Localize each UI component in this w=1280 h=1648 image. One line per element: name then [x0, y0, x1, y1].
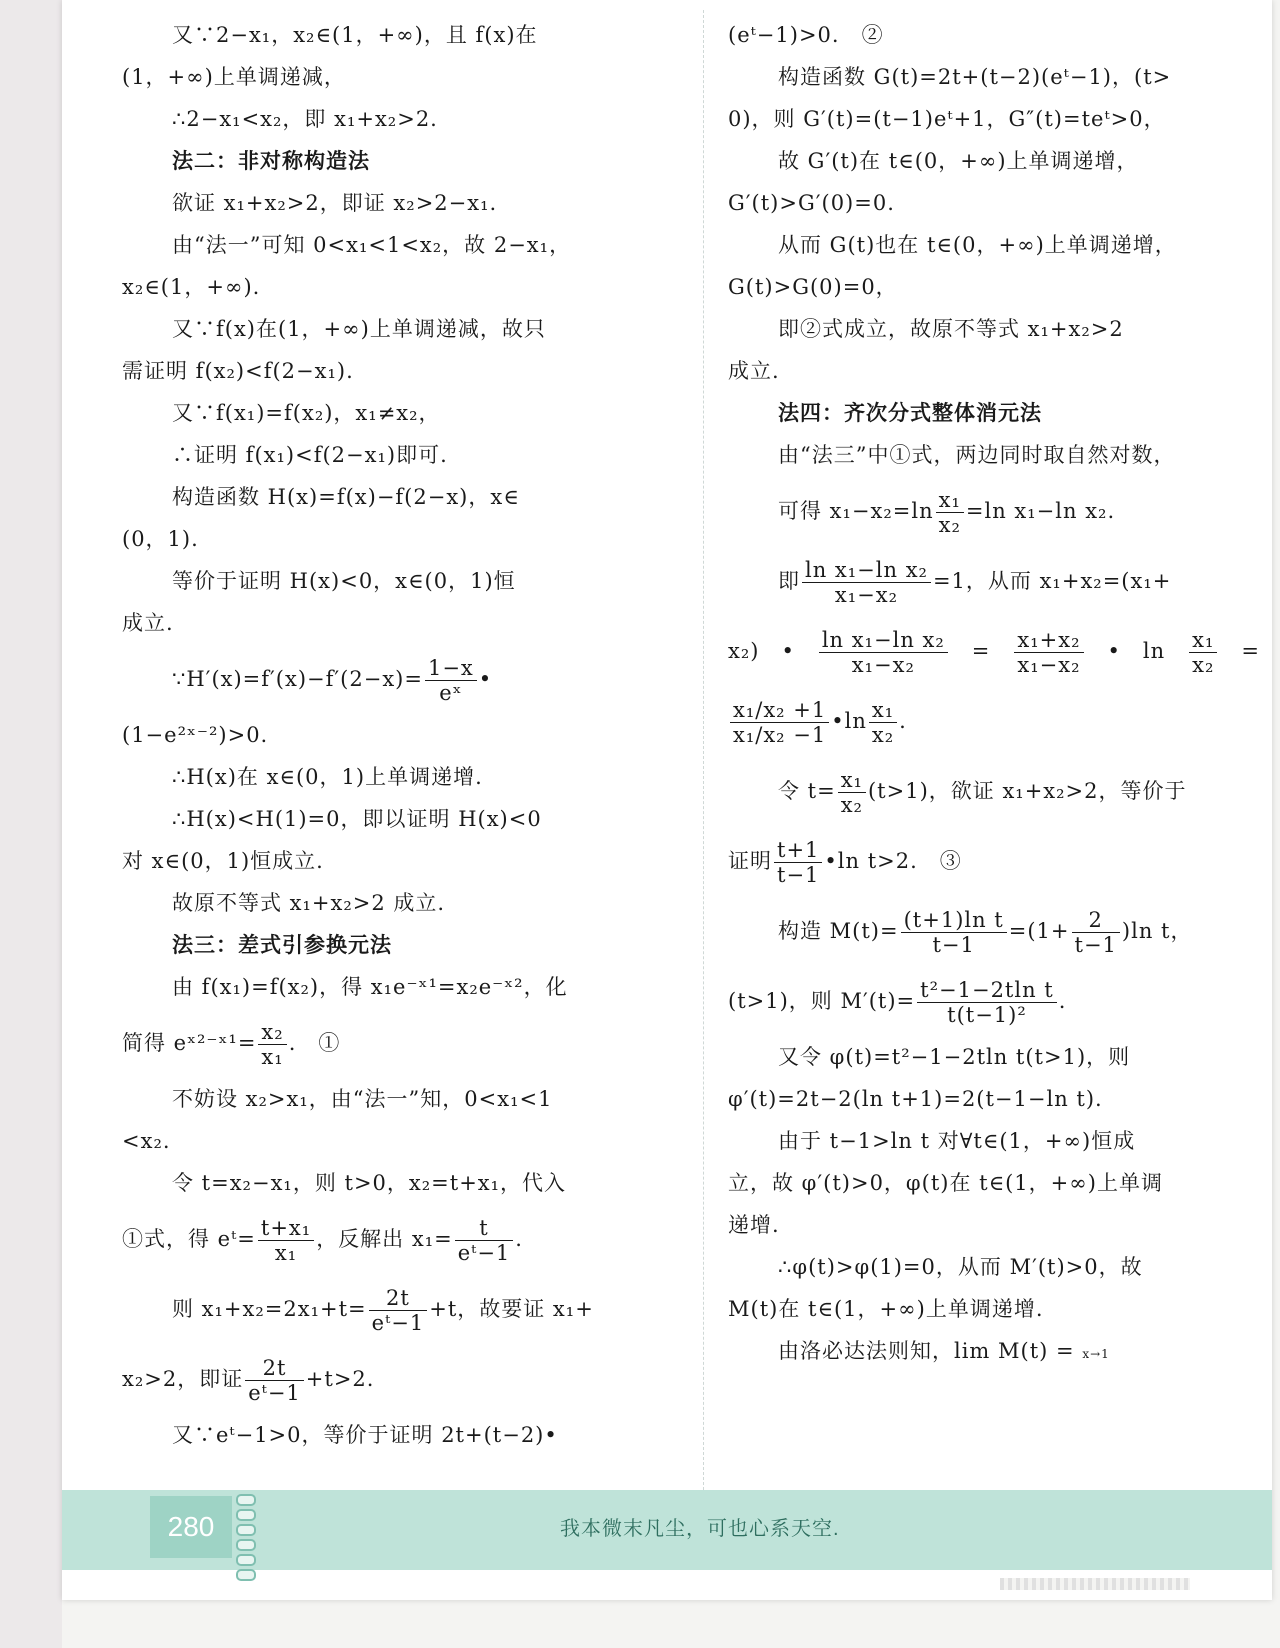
formula-text: 令 t=	[778, 779, 836, 803]
denominator: t−1	[1074, 933, 1117, 957]
text-line: 故原不等式 x₁+x₂>2 成立.	[172, 891, 446, 915]
fraction	[258, 1216, 314, 1265]
fraction	[838, 768, 866, 817]
formula-text: ，反解出 x₁=	[316, 1227, 453, 1251]
text-line: (1，+∞)上单调递减，	[122, 65, 346, 89]
method-heading: 法四：齐次分式整体消元法	[778, 400, 1042, 425]
text-line: 又∵eᵗ−1>0，等价于证明 2t+(t−2)•	[172, 1423, 558, 1447]
spiral-binding-icon	[236, 1494, 254, 1564]
scan-edge	[0, 0, 62, 1648]
text-line: 故 G′(t)在 t∈(0，+∞)上单调递增，	[778, 149, 1139, 173]
fraction	[901, 908, 1007, 957]
fraction	[245, 1356, 304, 1405]
text-line: 成立.	[122, 611, 174, 635]
text-line: 对 x∈(0，1)恒成立.	[122, 849, 324, 873]
denominator: x₁−x₂	[1017, 653, 1081, 677]
column-divider	[703, 10, 704, 1490]
text-line: x₂∈(1，+∞).	[122, 275, 261, 299]
denominator: eᵗ−1	[248, 1381, 301, 1405]
formula-text: .	[1058, 989, 1067, 1013]
formula-line	[728, 756, 1198, 826]
fraction	[455, 1216, 514, 1265]
text-line: 由“法三”中①式，两边同时取自然对数，	[778, 443, 1176, 467]
formula-text: +t>2.	[305, 1367, 375, 1391]
formula-line	[122, 1344, 592, 1414]
formula-line	[122, 1274, 592, 1344]
text-line: 需证明 f(x₂)<f(2−x₁).	[122, 359, 354, 383]
fraction	[869, 698, 897, 747]
denominator: eᵗ−1	[371, 1311, 425, 1335]
formula-line	[728, 966, 1198, 1036]
numerator: x₁+x₂	[1014, 628, 1083, 653]
text-line: 欲证 x₁+x₂>2，即证 x₂>2−x₁.	[172, 191, 498, 215]
text-line: 由于 t−1>ln t 对∀t∈(1，+∞)恒成	[778, 1129, 1136, 1153]
fraction	[1014, 628, 1083, 677]
method-heading: 法三：差式引参换元法	[172, 932, 392, 957]
formula-text: 由洛必达法则知，lim M(t) =	[778, 1339, 1075, 1363]
formula-text: 可得 x₁−x₂=ln	[778, 499, 934, 523]
fraction	[1072, 908, 1120, 957]
formula-text: =ln x₁−ln x₂.	[965, 499, 1116, 523]
formula-text: 证明	[728, 849, 772, 873]
text-line: 成立.	[728, 359, 780, 383]
fraction	[730, 698, 829, 747]
formula-text: ①式，得 eᵗ=	[122, 1227, 256, 1251]
text-line: 构造函数 H(x)=f(x)−f(2−x)，x∈	[172, 485, 520, 509]
text-line: 递增.	[728, 1213, 780, 1237]
denominator: x₁/x₂ −1	[733, 723, 827, 747]
text-line: ∴证明 f(x₁)<f(2−x₁)即可.	[172, 443, 448, 467]
footer-motto: 我本微末凡尘，可也心系天空.	[560, 1518, 840, 1540]
denominator: eˣ	[439, 681, 463, 705]
formula-line	[728, 896, 1198, 966]
formula-text: 则 x₁+x₂=2x₁+t=	[172, 1297, 367, 1321]
text-line: (1−e²ˣ⁻²)>0.	[122, 723, 269, 747]
text-line: 构造函数 G(t)=2t+(t−2)(eᵗ−1)，(t>	[778, 65, 1172, 89]
text-line: (0，1).	[122, 527, 199, 551]
formula-line	[122, 1008, 592, 1078]
fraction	[819, 628, 948, 677]
text-line: 立，故 φ′(t)>0，φ(t)在 t∈(1，+∞)上单调	[728, 1171, 1163, 1195]
formula-text: .	[899, 709, 907, 733]
numerator: t²−1−2tln t	[917, 978, 1057, 1003]
denominator: x₁−x₂	[834, 583, 899, 607]
formula-text: •ln	[831, 709, 867, 733]
right-column	[728, 14, 1261, 1375]
formula-text: (t>1)，则 M′(t)=	[728, 989, 916, 1013]
formula-line	[728, 546, 1198, 616]
text-line	[728, 1330, 1198, 1375]
formula-text: (t>1)，欲证 x₁+x₂>2，等价于	[867, 779, 1187, 803]
formula-line	[122, 644, 592, 714]
numerator: ln x₁−ln x₂	[819, 628, 948, 653]
denominator: t−1	[777, 863, 820, 887]
denominator: x₁−x₂	[851, 653, 915, 677]
text-line: 令 t=x₂−x₁，则 t>0，x₂=t+x₁，代入	[172, 1171, 567, 1195]
formula-text: 构造 M(t)=	[778, 919, 899, 943]
denominator: x₂	[840, 793, 863, 817]
numerator: x₁	[869, 698, 897, 723]
fraction	[802, 558, 931, 607]
numerator: x₂	[258, 1020, 286, 1045]
limit-subscript: x→1	[1082, 1347, 1110, 1361]
scan-artifact	[1000, 1578, 1190, 1590]
text-line: ∴H(x)<H(1)=0，即以证明 H(x)<0	[172, 807, 542, 831]
formula-text: •ln t>2. ③	[824, 849, 962, 873]
formula-line	[122, 1204, 592, 1274]
formula-line	[728, 826, 1198, 896]
denominator: x₂	[1192, 653, 1215, 677]
text-line: 不妨设 x₂>x₁，由“法一”知，0<x₁<1	[172, 1087, 553, 1111]
text-line: 又令 φ(t)=t²−1−2tln t(t>1)，则	[778, 1045, 1131, 1069]
denominator: t(t−1)²	[947, 1003, 1027, 1027]
numerator: t	[455, 1216, 514, 1241]
formula-line	[728, 476, 1198, 546]
text-line: ∴φ(t)>φ(1)=0，从而 M′(t)>0，故	[778, 1255, 1143, 1279]
formula-text: )ln t，	[1121, 919, 1193, 943]
text-line: <x₂.	[122, 1129, 171, 1153]
text-line: 等价于证明 H(x)<0，x∈(0，1)恒	[172, 569, 516, 593]
formula-text: =1，从而 x₁+x₂=(x₁+	[932, 569, 1172, 593]
formula-text: =	[949, 639, 1013, 663]
numerator: 2t	[245, 1356, 304, 1381]
fraction	[1189, 628, 1217, 677]
text-line: 又∵2−x₁，x₂∈(1，+∞)，且 f(x)在	[172, 23, 538, 47]
formula-text: •	[478, 667, 493, 691]
numerator: x₁	[1189, 628, 1217, 653]
fraction	[425, 656, 477, 705]
numerator: x₁	[838, 768, 866, 793]
formula-text: .	[515, 1227, 523, 1251]
formula-text: =(1+	[1008, 919, 1070, 943]
numerator: 1−x	[425, 656, 477, 681]
formula-text: x₂) •	[728, 639, 817, 663]
text-line: φ′(t)=2t−2(ln t+1)=2(t−1−ln t).	[728, 1087, 1103, 1111]
formula-text: 简得 eˣ²⁻ˣ¹=	[122, 1031, 257, 1055]
denominator: eᵗ−1	[457, 1241, 511, 1265]
denominator: x₁	[261, 1045, 284, 1069]
fraction	[369, 1286, 428, 1335]
denominator: x₂	[938, 513, 961, 537]
formula-text: • ln	[1085, 639, 1188, 663]
numerator: x₁	[936, 488, 964, 513]
left-column	[122, 14, 592, 1456]
formula-text: +t，故要证 x₁+	[429, 1297, 594, 1321]
denominator: x₂	[871, 723, 895, 747]
numerator: x₁/x₂ +1	[730, 698, 829, 723]
text-line: 即②式成立，故原不等式 x₁+x₂>2	[778, 317, 1124, 341]
method-heading: 法二：非对称构造法	[172, 148, 370, 173]
formula-text: =	[1219, 639, 1261, 663]
text-line: (eᵗ−1)>0. ②	[728, 23, 884, 47]
text-line: G′(t)>G′(0)=0.	[728, 191, 895, 215]
fraction	[774, 838, 822, 887]
formula-line	[728, 686, 1198, 756]
fraction	[258, 1020, 286, 1069]
text-line: ∴H(x)在 x∈(0，1)上单调递增.	[172, 765, 483, 789]
text-line: 由“法一”可知 0<x₁<1<x₂，故 2−x₁，	[172, 233, 572, 257]
text-line: 又∵f(x₁)=f(x₂)，x₁≠x₂，	[172, 401, 441, 425]
fraction	[917, 978, 1057, 1027]
text-line: 0)，则 G′(t)=(t−1)eᵗ+1，G″(t)=teᵗ>0，	[728, 107, 1166, 131]
formula-text: x₂>2，即证	[122, 1367, 244, 1391]
formula-text: 即	[778, 569, 800, 593]
text-line: 从而 G(t)也在 t∈(0，+∞)上单调递增，	[778, 233, 1177, 257]
page-number: 280	[150, 1496, 232, 1558]
numerator: 2	[1072, 908, 1120, 933]
denominator: x₁	[274, 1241, 298, 1265]
numerator: 2t	[369, 1286, 428, 1311]
numerator: t+x₁	[258, 1216, 314, 1241]
text-line: G(t)>G(0)=0，	[728, 275, 898, 299]
text-line: 又∵f(x)在(1，+∞)上单调递减，故只	[172, 317, 546, 341]
formula-text: . ①	[288, 1031, 341, 1055]
text-line: M(t)在 t∈(1，+∞)上单调递增.	[728, 1297, 1044, 1321]
fraction	[936, 488, 964, 537]
numerator: (t+1)ln t	[901, 908, 1007, 933]
formula-text: ∵H′(x)=f′(x)−f′(2−x)=	[172, 667, 423, 691]
formula-line	[728, 616, 1261, 686]
numerator: t+1	[774, 838, 822, 863]
numerator: ln x₁−ln x₂	[802, 558, 931, 583]
text-line: 由 f(x₁)=f(x₂)，得 x₁e⁻ˣ¹=x₂e⁻ˣ²，化	[172, 975, 568, 999]
text-line: ∴2−x₁<x₂，即 x₁+x₂>2.	[172, 107, 438, 131]
denominator: t−1	[932, 933, 975, 957]
